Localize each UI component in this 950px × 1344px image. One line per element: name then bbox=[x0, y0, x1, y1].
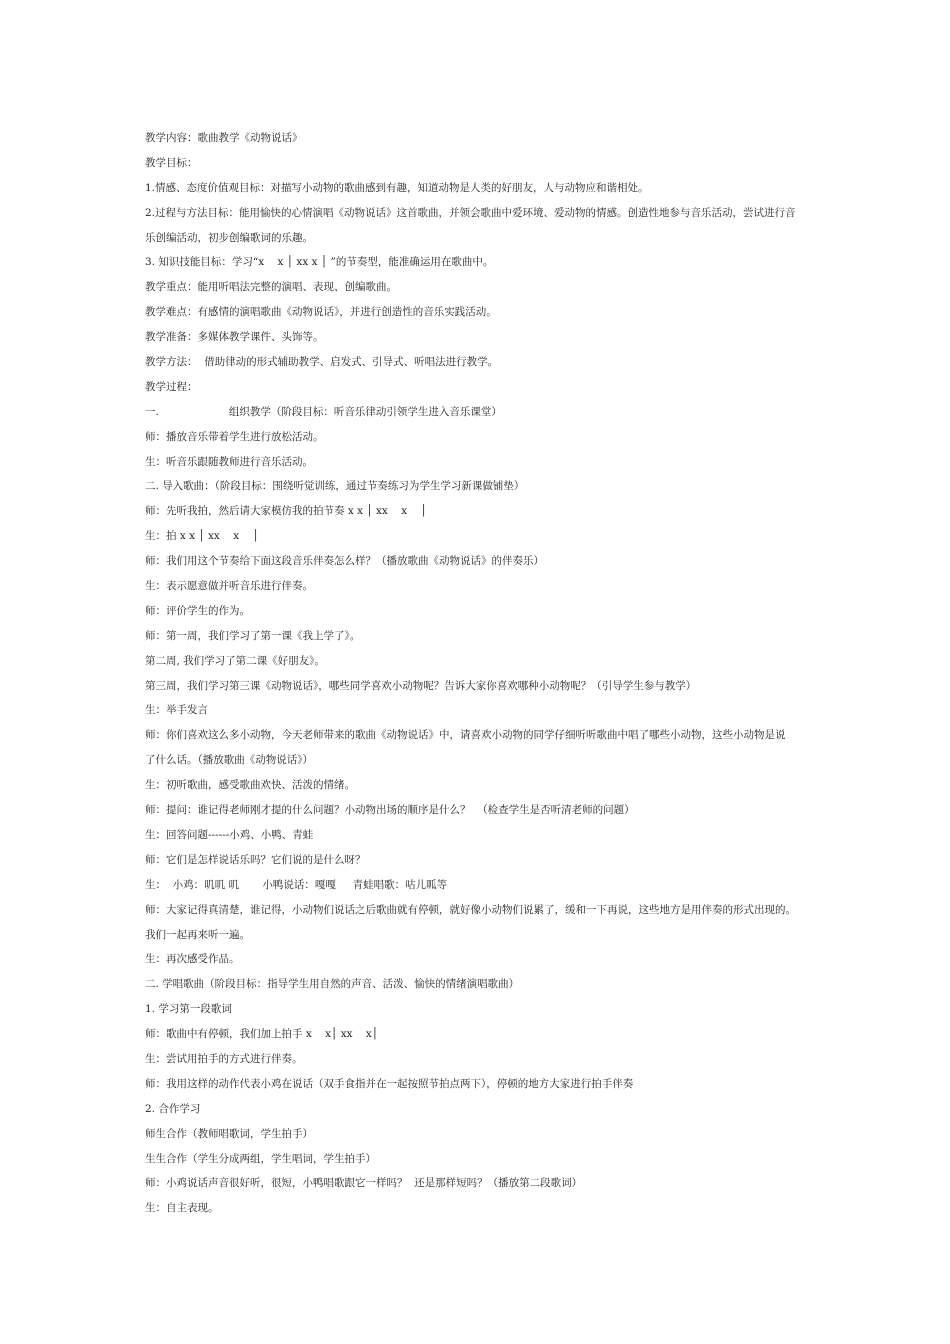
text-line: 师：你们喜欢这么多小动物，今天老师带来的歌曲《动物说话》中，请喜欢小动物的同学仔细听听歌曲中唱了哪些小动物，这些小动物是说 bbox=[145, 729, 786, 742]
section-three-heading: 二. 学唱歌曲（阶段目标：指导学生用自然的声音、活泼、愉快的情绪演唱歌曲） bbox=[145, 978, 520, 991]
section-one-heading: 一. 组织教学（阶段目标：听音乐律动引领学生进入音乐课堂） bbox=[145, 405, 502, 418]
text-line: 生：初听歌曲，感受歌曲欢快、活泼的情绪。 bbox=[145, 779, 355, 792]
subsection-heading: 1. 学习第一段歌词 bbox=[145, 1003, 232, 1016]
goal-line-2-cont: 乐创编活动，初步创编歌词的乐趣。 bbox=[145, 231, 313, 244]
text-line: 师：第一周，我们学习了第一课《我上学了》。 bbox=[145, 629, 361, 642]
methods-line: 教学方法： 借助律动的形式辅助教学、启发式、引导式、听唱法进行教学。 bbox=[145, 356, 499, 369]
text-line: 生：尝试用拍手的方式进行伴奏。 bbox=[145, 1052, 303, 1065]
text-line: 师：歌曲中有停顿，我们加上拍手 x x│ xx x│ bbox=[145, 1028, 379, 1041]
text-line: 师：评价学生的作为。 bbox=[145, 604, 250, 617]
goal-line-3: 3. 知识技能目标：学习“x x │ xx x │ ”的节奏型，能准确运用在歌曲中。 bbox=[145, 256, 494, 269]
goal-line-1: 1.情感、态度价值观目标：对描写小动物的歌曲感到有趣，知道动物是人类的好朋友，人与动物应和谐相处。 bbox=[145, 181, 649, 194]
goal-line-2: 2.过程与方法目标：能用愉快的心情演唱《动物说话》这首歌曲，并领会歌曲中爱环境、爱动物的情感。创造性地参与音乐活动，尝试进行音 bbox=[145, 206, 796, 219]
text-line: 生：表示愿意做并听音乐进行伴奏。 bbox=[145, 580, 313, 593]
subsection-heading: 2. 合作学习 bbox=[145, 1102, 201, 1115]
text-line: 师：小鸡说话声音很好听，很短，小鸭唱歌跟它一样吗？ 还是那样短吗？（播放第二段歌词） bbox=[145, 1177, 583, 1190]
teaching-content-line: 教学内容：歌曲教学《动物说话》 bbox=[145, 132, 303, 144]
text-line: 生：听音乐跟随教师进行音乐活动。 bbox=[145, 455, 313, 468]
process-heading: 教学过程： bbox=[145, 380, 198, 393]
text-line: 师：播放音乐带着学生进行放松活动。 bbox=[145, 430, 324, 443]
text-line: 生：拍 x x │ xx x │ bbox=[145, 530, 259, 543]
text-line: 师：提问：谁记得老师刚才提的什么问题？小动物出场的顺序是什么？ （检查学生是否听清老师的问题） bbox=[145, 804, 635, 817]
text-line: 我们一起再来听一遍。 bbox=[145, 928, 250, 941]
text-line: 师生合作（教师唱歌词，学生拍手） bbox=[145, 1127, 313, 1140]
text-line: 第二周, 我们学习了第二课《好朋友》。 bbox=[145, 654, 325, 667]
text-line: 生生合作（学生分成两组，学生唱词，学生拍手） bbox=[145, 1152, 376, 1165]
document-body bbox=[145, 126, 825, 1221]
text-line: 生： 小鸡：叽叽 叽 小鸭说话：嘎嘎 青蛙唱歌：咕儿呱等 bbox=[145, 878, 448, 891]
difficulties-line: 教学难点：有感情的演唱歌曲《动物说话》，并进行创造性的音乐实践活动。 bbox=[145, 306, 497, 319]
section-two-heading: 二. 导入歌曲：（阶段目标：围绕听觉训练，通过节奏练习为学生学习新课做铺垫） bbox=[145, 480, 525, 493]
text-line: 师：我用这样的动作代表小鸡在说话（双手食指并在一起按照节拍点两下），停顿的地方大家进行拍手伴奏 bbox=[145, 1077, 634, 1090]
text-line: 生：自主表现。 bbox=[145, 1202, 219, 1215]
key-points-line: 教学重点：能用听唱法完整的演唱、表现、创编歌曲。 bbox=[145, 281, 397, 294]
text-line: 师：它们是怎样说话乐吗？它们说的是什么呀？ bbox=[145, 853, 366, 866]
text-line: 了什么话。（播放歌曲《动物说话》） bbox=[145, 754, 313, 767]
preparation-line: 教学准备：多媒体教学课件、头饰等。 bbox=[145, 331, 324, 344]
text-line: 师：大家记得真清楚，谁记得，小动物们说话之后歌曲就有停顿，就好像小动物们说累了，缓和一下再说，这些地方是用伴奏的形式出现的。 bbox=[145, 903, 796, 916]
text-line: 师：先听我拍，然后请大家模仿我的拍节奏 x x │ xx x │ bbox=[145, 505, 427, 518]
text-line: 师：我们用这个节奏给下面这段音乐伴奏怎么样？（播放歌曲《动物说话》的伴奏乐） bbox=[145, 555, 544, 568]
teaching-goals-heading: 教学目标： bbox=[145, 156, 198, 169]
text-line: 生：举手发言 bbox=[145, 704, 208, 717]
text-line: 生：再次感受作品。 bbox=[145, 953, 240, 966]
text-line: 第三周，我们学习第三课《动物说话》，哪些同学喜欢小动物呢？告诉大家你喜欢哪种小动物呢？（引导学生参与教学） bbox=[145, 679, 697, 692]
text-line: 生：回答问题------小鸡、小鸭、青蛙 bbox=[145, 828, 314, 841]
